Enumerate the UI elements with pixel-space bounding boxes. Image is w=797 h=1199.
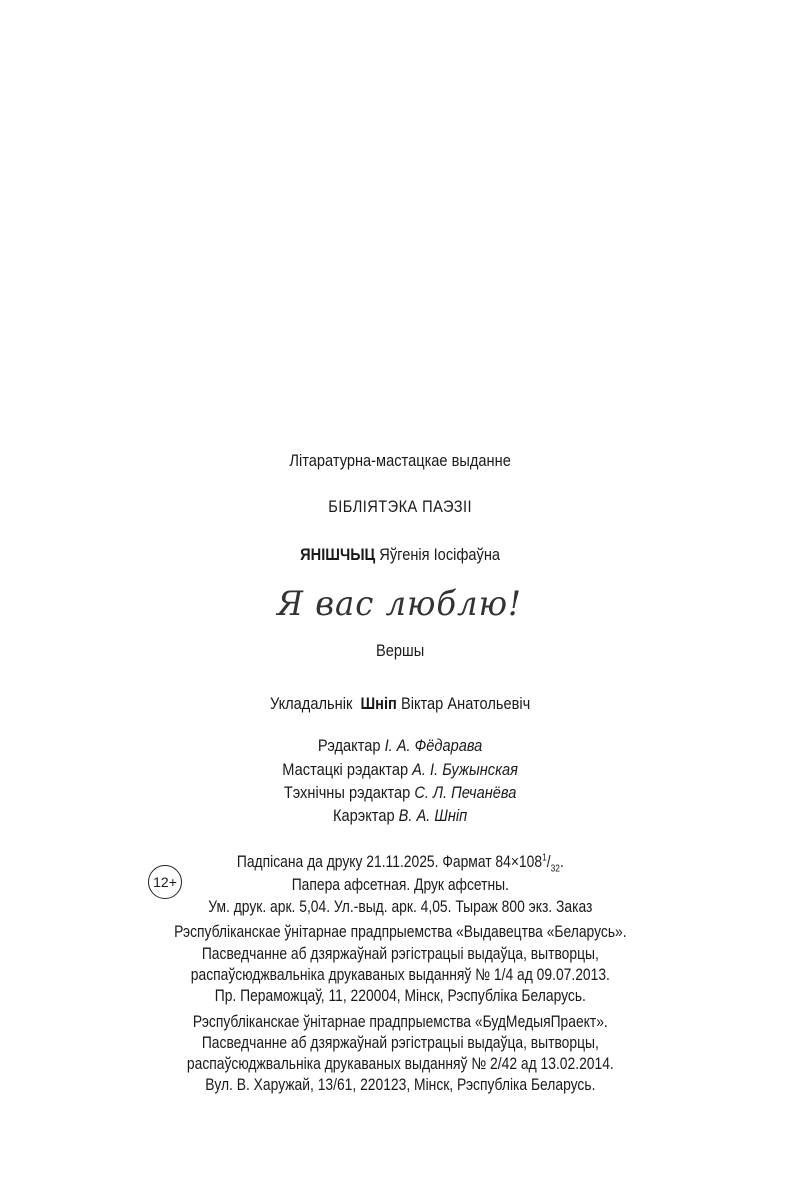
credit-role: Рэдактар <box>317 736 381 755</box>
imprint-signed <box>66 852 735 875</box>
credit-name: В. А. Шніп <box>398 806 468 825</box>
printer-line: Вул. В. Харужай, 13/61, 220123, Мінск, Рэспубліка Беларусь. <box>205 1076 596 1094</box>
credit-tech-editor <box>57 783 742 803</box>
credit-role: Тэхнічны рэдактар <box>283 783 411 802</box>
credit-role: Мастацкі рэдактар <box>282 760 409 779</box>
format-fraction-slash: / <box>546 853 551 871</box>
format-fraction-numerator: 1 <box>542 852 547 864</box>
imprint-volume: Ум. друк. арк. 5,04. Ул.-выд. арк. 4,05. Тыраж 800 экз. Заказ <box>208 898 593 916</box>
imprint-paper: Папера афсетная. Друк афсетны. <box>291 876 509 894</box>
credit-proofreader <box>57 806 742 826</box>
author-surname: ЯНІШЧЫЦ <box>300 545 376 564</box>
imprint-signed-text: Падпісана да друку 21.11.2025. Фармат 84×108 <box>236 853 543 871</box>
series-name: БІБЛІЯТЭКА ПАЭЗІІ <box>328 497 473 516</box>
genre: Вершы <box>375 641 425 660</box>
credit-name: І. А. Фёдарава <box>384 736 483 755</box>
compiler-line <box>57 694 742 714</box>
author-given-names: Яўгенія Іосіфаўна <box>379 545 501 564</box>
printer-line: Рэспубліканскае ўнітарнае прадпрыемства «БудМедыяПраект». <box>192 1013 608 1031</box>
credit-art-editor <box>57 760 742 780</box>
series-type: Літаратурна-мастацкае выданне <box>289 451 511 470</box>
publisher-line: Пасведчанне аб дзяржаўнай рэгістрацыі выдаўца, вытворцы, <box>201 945 599 963</box>
publisher-line: Рэспубліканскае ўнітарнае прадпрыемства «Выдавецтва «Беларусь». <box>174 923 627 941</box>
compiler-given-names: Віктар Анатольевіч <box>400 694 531 713</box>
format-fraction-denominator: 32 <box>550 863 560 875</box>
printer-line: распаўсюджвальніка друкаваных выданняў № 2/42 ад 13.02.2014. <box>186 1055 614 1073</box>
credit-editor <box>57 736 742 756</box>
credit-name: С. Л. Печанёва <box>414 783 517 802</box>
credit-role: Карэктар <box>332 806 395 825</box>
publisher-line: Пр. Пераможцаў, 11, 220004, Мінск, Рэспубліка Беларусь. <box>214 987 586 1005</box>
compiler-surname: Шніп <box>360 694 397 713</box>
credit-name: А. І. Бужынская <box>412 760 518 779</box>
format-end: . <box>559 853 564 871</box>
printer-line: Пасведчанне аб дзяржаўнай рэгістрацыі выдаўца, вытворцы, <box>201 1034 599 1052</box>
compiler-role: Укладальнік <box>269 694 353 713</box>
book-title: Я вас люблю! <box>277 584 522 624</box>
author-line <box>57 545 742 565</box>
age-rating-badge: 12+ <box>148 865 182 899</box>
publisher-line: распаўсюджвальніка друкаваных выданняў № 1/4 ад 09.07.2013. <box>190 966 610 984</box>
